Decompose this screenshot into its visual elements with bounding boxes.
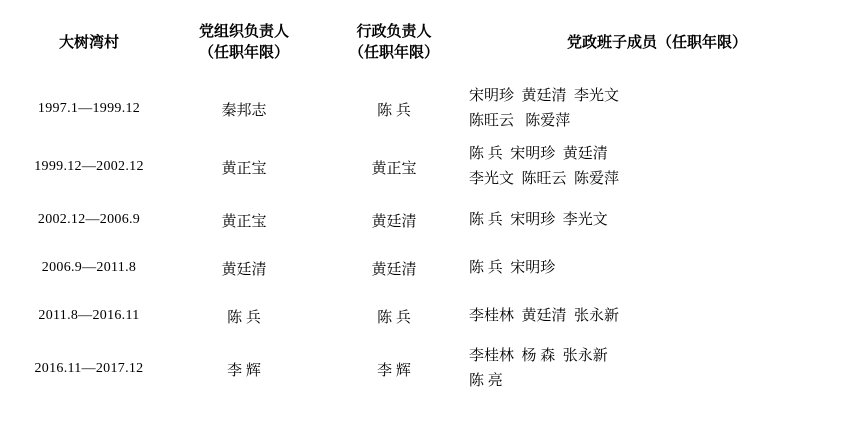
village-leadership-table xyxy=(9,6,845,398)
member-line: 宋明珍 黄廷清 李光文 xyxy=(469,88,620,104)
cell-members xyxy=(469,138,845,196)
table-row xyxy=(9,80,845,138)
table-body xyxy=(9,6,845,398)
header-party-leader xyxy=(169,6,319,80)
cell-period: 1997.1—1999.12 xyxy=(37,101,141,116)
cell-admin-leader: 李 辉 xyxy=(377,362,411,379)
cell-admin-leader: 黄廷清 xyxy=(371,261,417,278)
header-members: 党政班子成员（任职年限） xyxy=(566,34,747,51)
cell-period: 2011.8—2016.11 xyxy=(38,308,140,323)
cell-members xyxy=(469,292,845,340)
cell-admin-leader: 陈 兵 xyxy=(377,309,411,326)
table-header-row xyxy=(9,6,845,80)
cell-party-leader: 黄正宝 xyxy=(221,160,267,177)
cell-members xyxy=(469,340,845,398)
header-admin-leader xyxy=(319,6,469,80)
cell-members xyxy=(469,196,845,244)
cell-period: 2006.9—2011.8 xyxy=(41,260,137,275)
member-line: 陈 兵 宋明珍 xyxy=(469,259,556,276)
member-line: 陈 亮 xyxy=(469,373,503,389)
member-line: 李桂林 杨 森 张永新 xyxy=(469,348,608,364)
table-row xyxy=(9,244,845,292)
member-line: 李桂林 黄廷清 张永新 xyxy=(469,307,620,324)
table-row xyxy=(9,196,845,244)
table-row xyxy=(9,138,845,196)
cell-period: 2016.11—2017.12 xyxy=(34,361,144,376)
cell-party-leader: 李 辉 xyxy=(227,362,261,379)
cell-admin-leader: 陈 兵 xyxy=(377,102,411,119)
cell-party-leader: 黄廷清 xyxy=(221,261,267,278)
header-village: 大树湾村 xyxy=(58,34,119,51)
cell-period: 2002.12—2006.9 xyxy=(37,212,141,227)
member-line: 陈 兵 宋明珍 李光文 xyxy=(469,211,608,228)
header-party-leader-main: 党组织负责人 xyxy=(198,24,289,40)
member-line: 李光文 陈旺云 陈爱萍 xyxy=(469,171,620,187)
cell-period: 1999.12—2002.12 xyxy=(34,159,144,174)
cell-admin-leader: 黄廷清 xyxy=(371,213,417,230)
cell-party-leader: 陈 兵 xyxy=(227,309,261,326)
cell-party-leader: 黄正宝 xyxy=(221,213,267,230)
document-page xyxy=(0,6,854,436)
cell-party-leader: 秦邦志 xyxy=(221,102,267,119)
header-admin-leader-main: 行政负责人 xyxy=(356,24,432,40)
table-row xyxy=(9,340,845,398)
cell-members xyxy=(469,80,845,138)
table-row xyxy=(9,292,845,340)
cell-admin-leader: 黄正宝 xyxy=(371,160,417,177)
member-line: 陈旺云 陈爱萍 xyxy=(469,113,571,129)
cell-members xyxy=(469,244,845,292)
member-line: 陈 兵 宋明珍 黄廷清 xyxy=(469,146,608,162)
header-admin-leader-sub: （任职年限） xyxy=(348,45,439,61)
header-party-leader-sub: （任职年限） xyxy=(198,45,289,61)
